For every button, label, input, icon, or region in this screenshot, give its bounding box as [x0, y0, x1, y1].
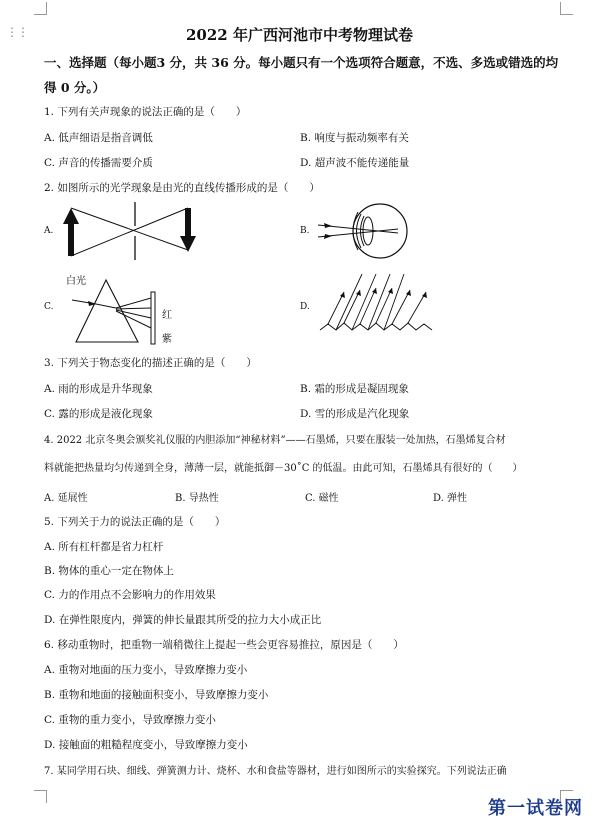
prism-label-red: 红	[162, 310, 172, 321]
q4-stem-line1: 4. 2022 北京冬奥会颁奖礼仪服的内胆添加“神秘材料”——石墨烯，只要在服装一处加热，石墨烯复合材	[44, 435, 506, 446]
q6-option-b: B. 重物和地面的接触面积变小，导致摩擦力变小	[44, 689, 269, 701]
q7-stem-line1: 7. 某同学用石块、细线、弹簧测力计、烧杯、水和食盐等器材，进行如图所示的实验探究。下列说法正确	[44, 766, 507, 777]
q3-option-a: A. 雨的形成是升华现象	[44, 383, 153, 395]
q4-option-b: B. 导热性	[175, 493, 219, 504]
q1-option-d: D. 超声波不能传递能量	[300, 157, 410, 169]
figure-eye-lens	[318, 200, 414, 262]
q4-option-c: C. 磁性	[305, 493, 339, 504]
q5-option-b: B. 物体的重心一定在物体上	[44, 565, 174, 577]
q4-option-a: A. 延展性	[44, 493, 88, 504]
q1-option-c: C. 声音的传播需要介质	[44, 157, 153, 169]
section-heading-line2: 得 0 分。）	[44, 80, 106, 95]
watermark-logo[interactable]: 第一试卷网	[488, 798, 583, 819]
q5-stem: 5. 下列关于力的说法正确的是（ ）	[44, 516, 226, 528]
q5-option-c: C. 力的作用点不会影响力的作用效果	[44, 589, 216, 601]
q2-option-b: B.	[300, 226, 310, 236]
crop-mark-bottom-left	[34, 790, 47, 803]
q3-option-c: C. 露的形成是液化现象	[44, 408, 153, 420]
q1-stem: 1. 下列有关声现象的说法正确的是（ ）	[44, 106, 247, 118]
q6-option-d: D. 接触面的粗糙程度变小，导致摩擦力变小	[44, 739, 248, 751]
q4-stem-line2: 料就能把热量均匀传递到全身，薄薄一层，就能抵御－30˚C 的低温。由此可知，石墨烯具有很好的（ ）	[44, 463, 523, 474]
q1-option-b: B. 响度与振动频率有关	[300, 132, 409, 144]
q5-option-a: A. 所有杠杆都是省力杠杆	[44, 541, 164, 553]
q3-option-b: B. 霜的形成是凝固现象	[300, 383, 409, 395]
q2-stem: 2. 如图所示的光学现象是由光的直线传播形成的是（ ）	[44, 182, 320, 194]
crop-mark-top-left	[34, 2, 47, 15]
q2-option-c: C.	[44, 302, 54, 312]
q1-option-a: A. 低声细语是指音调低	[44, 132, 153, 144]
figure-diffuse-reflection	[318, 270, 434, 336]
figure-pinhole-imaging	[55, 198, 205, 260]
q4-option-d: D. 弹性	[433, 493, 468, 504]
section-heading-line1: 一、选择题（每小题3 分，共 36 分。每小题只有一个选项符合题意，不选、多选或错选的均	[44, 55, 559, 70]
drag-handle-icon[interactable]: ⋮⋮	[6, 25, 28, 39]
q2-option-d: D.	[300, 302, 310, 312]
q3-stem: 3. 下列关于物态变化的描述正确的是（ ）	[44, 357, 257, 369]
q6-option-c: C. 重物的重力变小，导致摩擦力变小	[44, 714, 216, 726]
q6-option-a: A. 重物对地面的压力变小，导致摩擦力变小	[44, 664, 248, 676]
prism-label-white-light: 白光	[66, 276, 86, 287]
prism-label-purple: 紫	[162, 334, 172, 345]
page-title: 2022 年广西河池市中考物理试卷	[186, 26, 413, 44]
q6-stem: 6. 移动重物时，把重物一端稍微往上提起一些会更容易推拉，原因是（ ）	[44, 639, 404, 651]
section-heading	[44, 50, 564, 100]
q2-option-a: A.	[44, 226, 54, 236]
q3-option-d: D. 雪的形成是汽化现象	[300, 408, 410, 420]
crop-mark-top-right	[560, 2, 573, 15]
q5-option-d: D. 在弹性限度内，弹簧的伸长量跟其所受的拉力大小成正比	[44, 614, 322, 626]
